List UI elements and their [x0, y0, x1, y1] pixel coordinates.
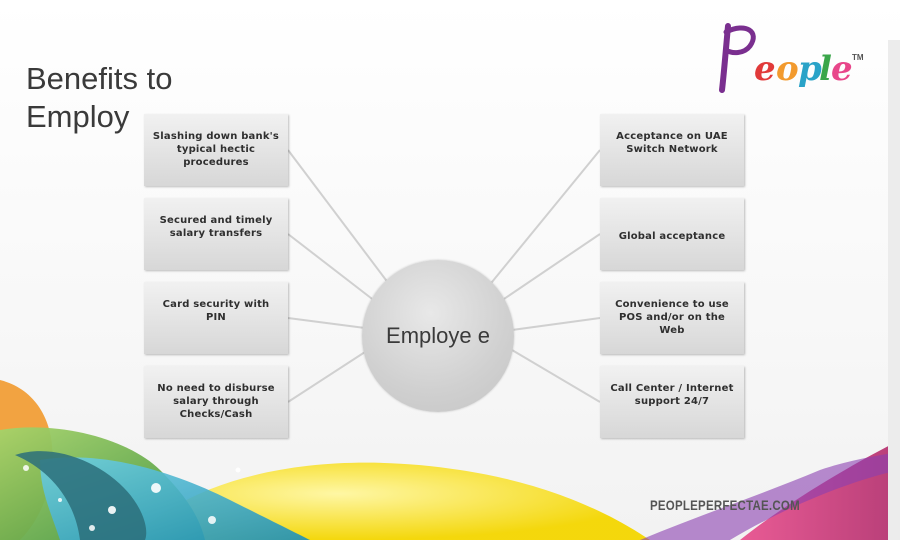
benefit-text: Call Center / Internet support 24/7 — [610, 383, 734, 407]
benefit-box-left-1 — [144, 114, 288, 186]
benefit-text: Global acceptance — [618, 231, 726, 242]
logo-tm: TM — [852, 53, 864, 62]
benefit-box-left-4 — [144, 366, 288, 438]
benefit-text: Acceptance on UAE Switch Network — [616, 131, 728, 155]
benefit-text: No need to disburse salary through Checks/Cash — [157, 383, 275, 420]
benefit-box-right-1 — [600, 114, 744, 186]
svg-text:l: l — [819, 49, 832, 89]
employee-center-circle — [362, 260, 514, 412]
svg-text:o: o — [776, 49, 799, 89]
benefit-text: Card security with PIN — [162, 299, 270, 323]
benefit-box-right-2 — [600, 198, 744, 270]
benefit-box-right-3 — [600, 282, 744, 354]
title-line-1: Benefits to — [26, 61, 173, 96]
benefit-box-left-3 — [144, 282, 288, 354]
connector-left-3 — [288, 318, 365, 328]
connector-right-4 — [512, 350, 600, 402]
website-url: PEOPLEPERFECTAE.COM — [650, 497, 800, 513]
benefit-box-right-4 — [600, 366, 744, 438]
benefit-text: Slashing down bank's typical hectic procedures — [152, 131, 280, 168]
center-label: Employe e — [386, 323, 490, 348]
connector-right-2 — [498, 234, 600, 303]
connector-right-1 — [483, 150, 600, 293]
connector-left-2 — [288, 234, 380, 305]
svg-text:e: e — [831, 49, 853, 89]
people-logo — [716, 18, 866, 98]
connector-right-3 — [512, 318, 600, 330]
title-line-2: Employ — [26, 99, 130, 134]
svg-text:p: p — [798, 49, 822, 89]
benefit-text: Convenience to use POS and/or on the Web — [615, 299, 729, 336]
connector-left-4 — [288, 352, 365, 402]
benefit-box-left-2 — [144, 198, 288, 270]
svg-text:e: e — [754, 49, 776, 89]
benefit-text: Secured and timely salary transfers — [159, 215, 273, 239]
connector-left-1 — [288, 150, 395, 292]
